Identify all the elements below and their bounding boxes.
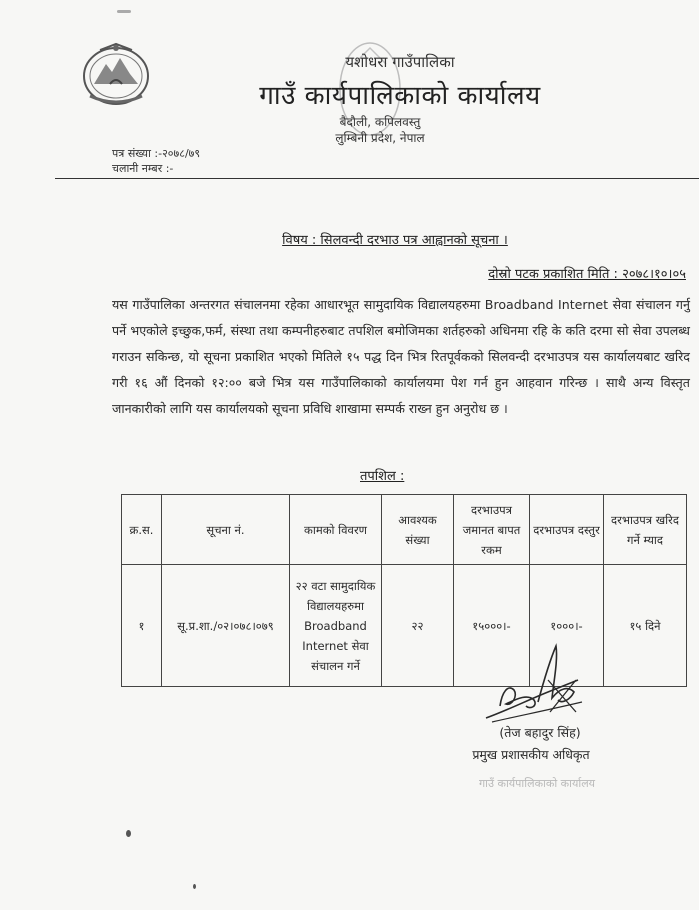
faint-stamp-text: गाउँ कार्यपालिकाको कार्यालय bbox=[478, 777, 596, 790]
notice-subject: विषय : सिलवन्दी दरभाउ पत्र आह्वानको सूचना । bbox=[282, 233, 508, 248]
cell-sn: १ bbox=[122, 565, 162, 687]
cell-notice-no: सू.प्र.शा./०२।०७८।०७९ bbox=[162, 565, 290, 687]
header-work: कामको विवरण bbox=[290, 495, 382, 565]
reference-number: पत्र संख्या :-२०७८/७९ bbox=[112, 147, 201, 160]
scan-speck bbox=[126, 830, 131, 837]
scan-speck bbox=[117, 10, 131, 13]
bid-details-table bbox=[121, 494, 687, 687]
cell-work: २२ वटा सामुदायिक विद्यालयहरुमा Broadband Internet सेवा संचालन गर्ने bbox=[290, 565, 382, 687]
cell-fee: १०००।- bbox=[530, 565, 604, 687]
notice-body: यस गाउँपालिका अन्तरगत संचालनमा रहेका आधारभूत सामुदायिक विद्यालयहरुमा Broadband Internet सेवा संचालन गर्नु पर्ने भएकोले इच्छुक,फर्म, संस्था तथा कम्पनीहरुबाट तपशिल बमोजिमका शर्तहरुको अधिनमा रहि के कति दरमा सो सेवा उपलब्ध गराउन सकिन्छ, यो सूचना प्रकाशित भएको मितिले १५ पद्ध दिन भित्र रितपूर्वकको सिलवन्दी दरभाउपत्र यस कार्यालयबाट खरिद गरी १६ औं दिनको १२:०० बजे भित्र यस गाउँपालिकाको कार्यालयमा पेश गर्न हुन आहवान गरिन्छ । साथै अन्य विस्तृत जानकारीको लागि यस कार्यालयको सूचना प्रविधि शाखामा सम्पर्क राख्न हुन अनुरोध छ । bbox=[112, 297, 690, 416]
header-deadline: दरभाउपत्र खरिद गर्ने म्याद bbox=[604, 495, 687, 565]
header-fee: दरभाउपत्र दस्तुर bbox=[530, 495, 604, 565]
signer-title: प्रमुख प्रशासकीय अधिकृत bbox=[472, 747, 590, 762]
scan-speck bbox=[193, 884, 196, 889]
office-address: बैदौली, कपिलवस्तु bbox=[339, 115, 421, 129]
header-divider bbox=[55, 178, 699, 179]
office-name: गाउँ कार्यपालिकाको कार्यालय bbox=[259, 81, 541, 111]
details-heading: तपशिल : bbox=[360, 469, 405, 484]
nepal-emblem-icon bbox=[80, 40, 152, 108]
cell-deposit: १५०००।- bbox=[454, 565, 530, 687]
published-date: दोस्रो पटक प्रकाशित मिति : २०७८।१०।०५ bbox=[488, 267, 686, 282]
signature-icon bbox=[478, 640, 588, 730]
province-name: लुम्बिनी प्रदेश, नेपाल bbox=[335, 131, 425, 145]
signer-name: (तेज बहादुर सिंह) bbox=[499, 725, 581, 740]
header-qty: आवश्यक संख्या bbox=[382, 495, 454, 565]
cell-qty: २२ bbox=[382, 565, 454, 687]
cell-deadline: १५ दिने bbox=[604, 565, 687, 687]
header-sn: क्र.स. bbox=[122, 495, 162, 565]
municipality-name: यशोधरा गाउँपालिका bbox=[345, 53, 455, 71]
table-header-row bbox=[122, 495, 687, 565]
header-notice-no: सूचना नं. bbox=[162, 495, 290, 565]
table-row bbox=[122, 565, 687, 687]
dispatch-number: चलानी नम्बर :- bbox=[112, 162, 174, 175]
header-deposit: दरभाउपत्र जमानत बापत रकम bbox=[454, 495, 530, 565]
